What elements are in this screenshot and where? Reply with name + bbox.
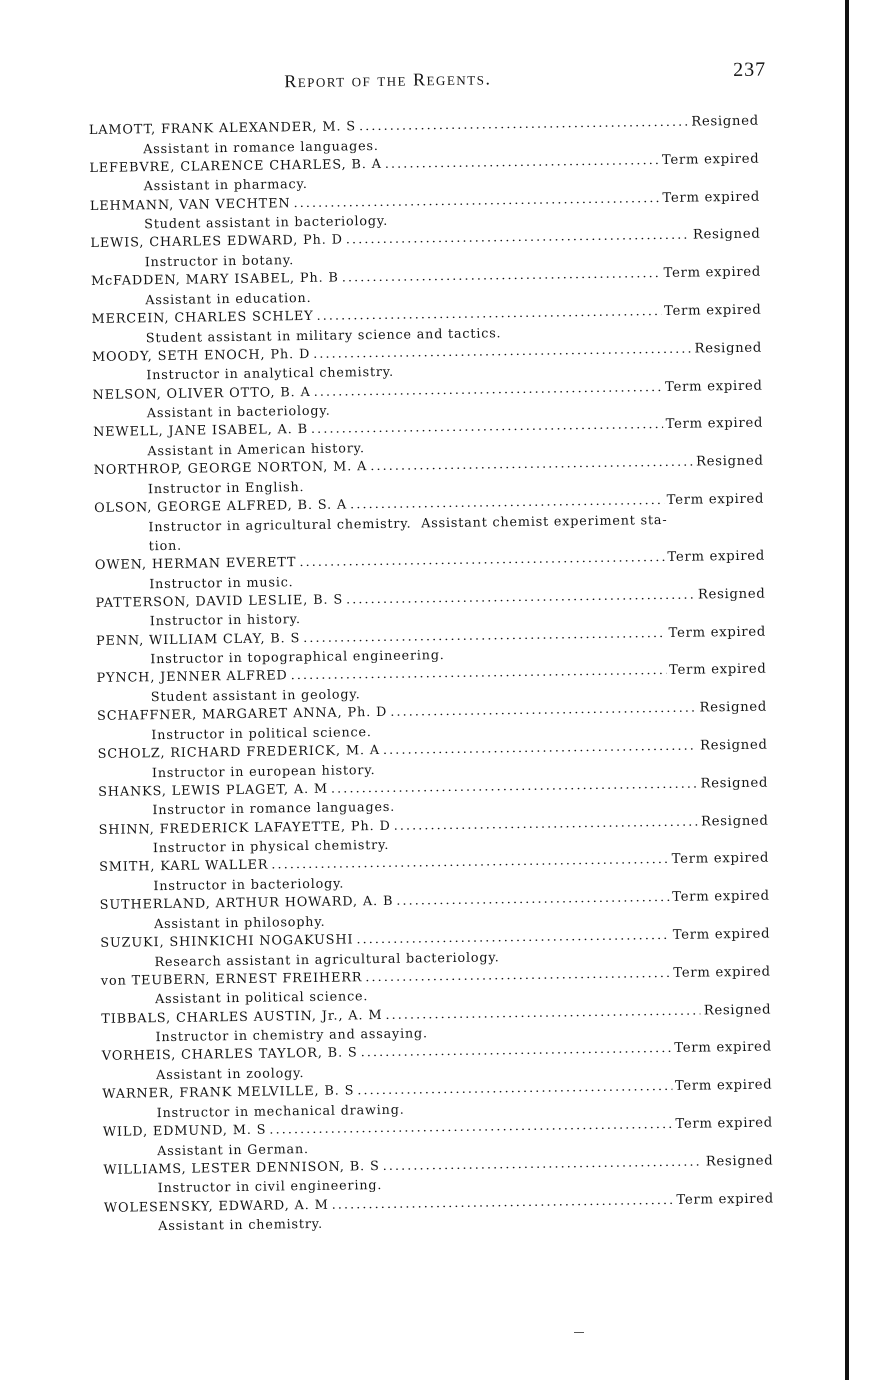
position-description: Assistant in education. [145,290,312,309]
status-text: Term expired [661,151,760,168]
position-description: Assistant in political science. [154,989,369,1008]
status-text: Term expired [665,378,763,395]
person-name: WARNER, FRANK MELVILLE, B. S [102,1083,355,1103]
person-name: NEWELL, JANE ISABEL, A. B [93,422,309,441]
status-text: Resigned [699,737,768,754]
dot-leader [396,889,669,911]
position-description: Instructor in history. [149,612,301,630]
document-page [88,55,774,1238]
position-description: Instructor in romance languages. [152,800,396,819]
scan-binding-edge [845,0,849,1380]
position-description: Assistant in bacteriology. [146,403,331,422]
page-number: 237 [732,58,767,81]
person-name: LAMOTT, FRANK ALEXANDER, M. S [88,119,357,138]
person-name: SCHOLZ, RICHARD FREDERICK, M. A [97,742,381,762]
person-name: PATTERSON, DAVID LESLIE, B. S [95,592,344,611]
status-text: Term expired [663,264,762,282]
position-description: Student assistant in bacteriology. [144,214,389,233]
status-text: Resigned [705,1153,774,1170]
position-description: Instructor in topographical engineering. [150,648,445,668]
status-text: Resigned [694,340,763,357]
person-name: MOODY, SETH ENOCH, Ph. D [91,346,311,365]
position-description: Instructor in English. [147,479,305,497]
position-description: Instructor in mechanical drawing. [156,1102,405,1121]
status-text: Resigned [695,453,764,470]
person-name: SMITH, KARL WALLER [99,857,269,876]
person-name: WILD, EDMUND, M. S [102,1122,267,1140]
status-text: Resigned [701,813,769,830]
status-text: Term expired [667,548,766,565]
person-name: OWEN, HERMAN EVERETT [94,555,297,573]
list-item [104,1190,774,1237]
status-text: Term expired [674,1039,772,1057]
page-header [88,55,767,108]
position-description: Research assistant in agricultural bacteriology. [154,949,500,970]
status-text: Term expired [668,624,767,641]
status-text: Resigned [691,113,759,130]
position-description: Instructor in european history. [151,762,376,781]
status-text: Term expired [675,1115,773,1132]
scan-mark [574,1332,584,1333]
status-text: Term expired [672,926,771,943]
person-name: VORHEIS, CHARLES TAYLOR, B. S [101,1045,358,1065]
status-text: Term expired [671,850,770,868]
position-description: Instructor in agricultural chemistry. Assistant chemist experiment sta- tion. [148,512,668,554]
position-description: Assistant in zoology. [156,1066,305,1084]
person-name: OLSON, GEORGE ALFRED, B. S. A [94,497,348,516]
status-text: Resigned [692,227,761,243]
person-name: WILLIAMS, LESTER DENNISON, B. S [103,1158,380,1178]
position-description: Student assistant in military science and tactics. [145,325,502,346]
list-item [94,491,765,557]
person-name: LEFEBVRE, CLARENCE CHARLES, B. A [89,156,382,176]
position-description: Instructor in physical chemistry. [152,838,390,857]
status-text: Term expired [676,1191,775,1208]
person-name: WOLESENSKY, EDWARD, A. M [103,1197,329,1216]
status-text: Term expired [663,302,762,319]
status-text: Term expired [662,189,761,206]
status-text: Term expired [665,415,764,433]
person-name: LEWIS, CHARLES EDWARD, Ph. D [90,232,343,252]
position-description: Instructor in music. [149,574,294,592]
person-name: NELSON, OLIVER OTTO, B. A [92,384,311,403]
person-name: PENN, WILLIAM CLAY, B. S [95,630,301,649]
person-name: TIBBALS, CHARLES AUSTIN, Jr., A. M [101,1007,383,1027]
staff-changes-list [89,113,775,1238]
position-description: Assistant in pharmacy. [143,177,308,195]
status-text: Term expired [666,491,765,508]
position-description: Assistant in chemistry. [158,1216,324,1235]
status-text: Term expired [672,888,770,906]
position-description: Instructor in bacteriology. [153,876,345,895]
person-name: McFADDEN, MARY ISABEL, Ph. B [90,270,339,290]
person-name: MERCEIN, CHARLES SCHLEY [91,308,314,327]
position-description: Assistant in philosophy. [153,914,326,932]
position-description: Student assistant in geology. [150,687,361,706]
status-text: Term expired [674,1077,773,1095]
status-text: Resigned [699,699,768,716]
status-text: Resigned [700,775,769,792]
person-name: PYNCH, JENNER ALFRED [96,668,288,687]
position-description: Instructor in chemistry and assaying. [155,1026,428,1046]
position-description: Instructor in analytical chemistry. [146,365,395,384]
position-description: Assistant in romance languages. [143,138,379,157]
status-text: Term expired [673,964,771,981]
status-text: Resigned [703,1002,772,1019]
person-name: SHINN, FREDERICK LAFAYETTE, Ph. D [98,818,391,838]
person-name: LEHMANN, VAN VECHTEN [89,195,291,214]
position-description: Assistant in German. [157,1141,309,1159]
position-description: Instructor in political science. [151,724,372,743]
status-text: Resigned [697,586,766,603]
position-description: Instructor in botany. [144,253,295,271]
dot-leader [385,152,659,174]
person-name: SUZUKI, SHINKICHI NOGAKUSHI [100,932,354,951]
person-name: NORTHROP, GEORGE NORTON, M. A [93,459,368,479]
position-description: Instructor in civil engineering. [157,1178,383,1197]
scan-margin [849,0,871,1380]
status-text: Term expired [668,661,767,679]
running-title: Report of the Regents. [284,68,492,92]
person-name: von TEUBERN, ERNEST FREIHERR [100,969,363,989]
position-description: Assistant in American history. [147,441,365,460]
person-name: SCHAFFNER, MARGARET ANNA, Ph. D [97,705,388,725]
person-name: SUTHERLAND, ARTHUR HOWARD, A. B [99,893,394,914]
person-name: SHANKS, LEWIS PLAGET, A. M [98,781,329,800]
